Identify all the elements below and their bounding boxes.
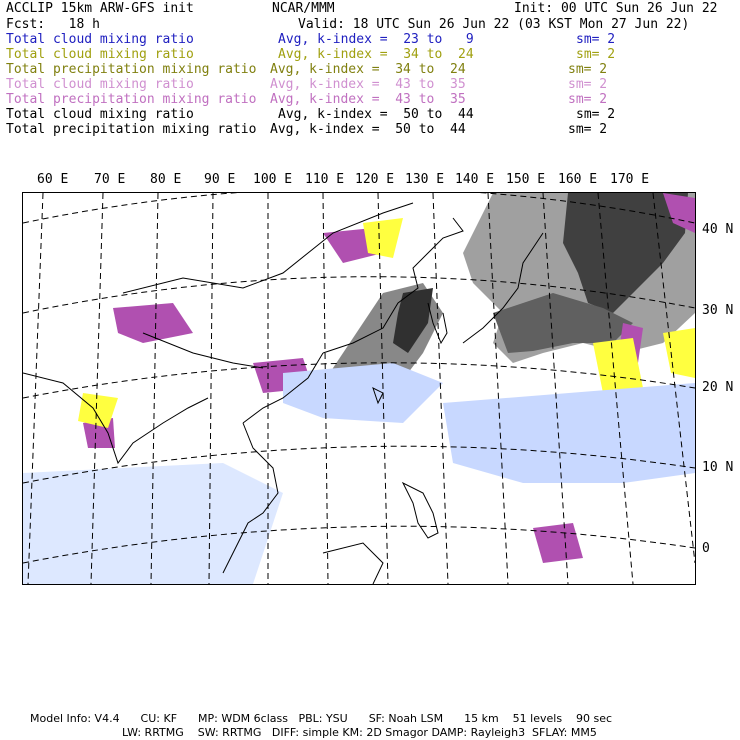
init-time: Init: 00 UTC Sun 26 Jun 22 (514, 1, 718, 16)
longitude-label: 60 E (37, 172, 69, 187)
forecast-hour: Fcst: 18 h (6, 17, 100, 32)
coastline-borneo (323, 543, 383, 584)
longitude-label: 70 E (94, 172, 126, 187)
field-smoothing: sm= 2 (568, 77, 608, 92)
cloud-low-band (283, 363, 443, 423)
organization: NCAR/MMM (272, 1, 335, 16)
cloud-high-patch (533, 523, 583, 563)
longitude-label: 130 E (405, 172, 445, 187)
cloud-fields (23, 193, 695, 584)
field-smoothing: sm= 2 (576, 47, 616, 62)
field-name: Total cloud mixing ratio (6, 77, 194, 92)
latitude-label: 30 N (702, 303, 734, 318)
longitude-label: 110 E (305, 172, 345, 187)
longitude-label: 170 E (610, 172, 650, 187)
field-avg: Avg, k-index = 43 to 35 (270, 77, 466, 92)
cloud-mid-patch (363, 218, 403, 258)
cloud-low-band (443, 383, 695, 483)
model-title: ACCLIP 15km ARW-GFS init (6, 1, 194, 16)
longitude-label: 140 E (455, 172, 495, 187)
field-name: Total cloud mixing ratio (6, 47, 194, 62)
coastline-india (23, 373, 208, 463)
cloud-low-band (23, 463, 283, 584)
field-avg: Avg, k-index = 43 to 35 (270, 92, 466, 107)
field-avg: Avg, k-index = 34 to 24 (278, 47, 474, 62)
valid-time: Valid: 18 UTC Sun 26 Jun 22 (03 KST Mon 27 Jun 22) (298, 17, 690, 32)
longitude-label: 80 E (150, 172, 182, 187)
longitude-label: 120 E (355, 172, 395, 187)
field-avg: Avg, k-index = 34 to 24 (270, 62, 466, 77)
longitude-label: 160 E (558, 172, 598, 187)
field-name: Total precipitation mixing ratio (6, 92, 257, 107)
longitude-label: 150 E (506, 172, 546, 187)
field-smoothing: sm= 2 (568, 122, 608, 137)
map-plot (23, 193, 695, 584)
longitude-label: 100 E (253, 172, 293, 187)
field-name: Total cloud mixing ratio (6, 107, 194, 122)
field-smoothing: sm= 2 (568, 62, 608, 77)
field-avg: Avg, k-index = 50 to 44 (278, 107, 474, 122)
field-smoothing: sm= 2 (576, 32, 616, 47)
physics-info: LW: RRTMG SW: RRTMG DIFF: simple KM: 2D Smagor DAMP: Rayleigh3 SFLAY: MM5 (122, 726, 597, 739)
latitude-label: 0 (702, 541, 710, 556)
field-smoothing: sm= 2 (568, 92, 608, 107)
field-name: Total precipitation mixing ratio (6, 62, 257, 77)
latitude-label: 40 N (702, 222, 734, 237)
field-name: Total cloud mixing ratio (6, 32, 194, 47)
field-smoothing: sm= 2 (576, 107, 616, 122)
field-avg: Avg, k-index = 50 to 44 (270, 122, 466, 137)
latitude-label: 10 N (702, 460, 734, 475)
cloud-mid-patch (663, 328, 695, 378)
field-avg: Avg, k-index = 23 to 9 (278, 32, 474, 47)
longitude-label: 90 E (204, 172, 236, 187)
map-panel (22, 192, 696, 585)
coastline-philippines (403, 483, 438, 538)
field-name: Total precipitation mixing ratio (6, 122, 257, 137)
model-info: Model Info: V4.4 CU: KF MP: WDM 6class PBL: YSU SF: Noah LSM 15 km 51 levels 90 sec (30, 712, 613, 725)
latitude-label: 20 N (702, 380, 734, 395)
